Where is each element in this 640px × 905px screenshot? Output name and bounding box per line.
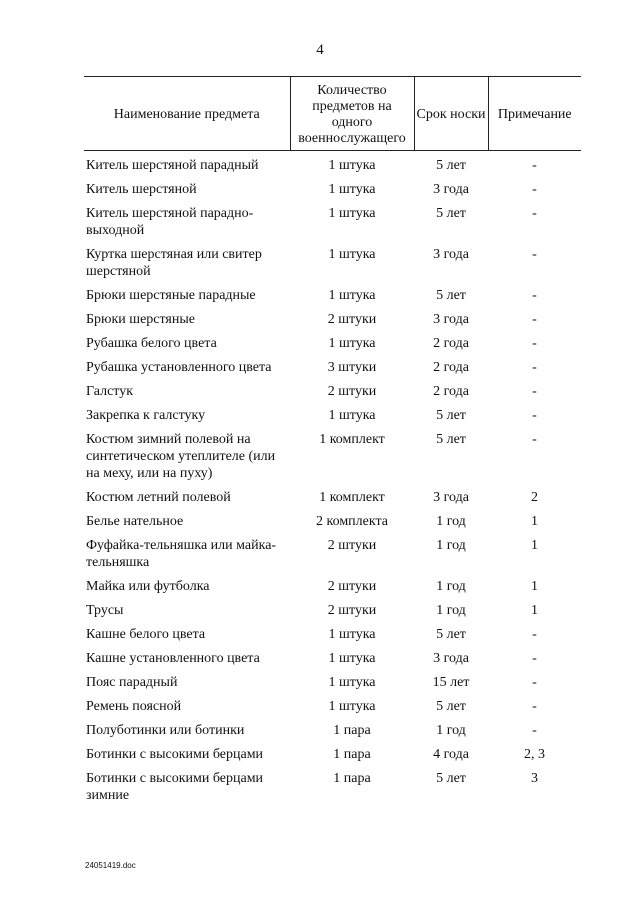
cell-item-name: Костюм летний полевой <box>86 490 231 505</box>
cell-wear-period: 3 года <box>433 182 469 197</box>
table-row <box>84 510 581 534</box>
cell-note: 1 <box>531 603 538 618</box>
table-row <box>84 308 581 332</box>
cell-note: - <box>532 723 537 738</box>
cell-quantity: 1 штука <box>328 247 376 262</box>
header-wear-period: Срок носки <box>414 77 488 151</box>
cell-item-name: Трусы <box>86 603 124 618</box>
table-row <box>84 284 581 308</box>
cell-note: 2, 3 <box>524 747 545 762</box>
cell-wear-period: 2 года <box>433 384 469 399</box>
cell-item-name: Брюки шерстяные <box>86 312 195 327</box>
cell-note: - <box>532 206 537 221</box>
table-row <box>84 178 581 202</box>
header-item-name: Наименование предмета <box>84 77 290 151</box>
cell-wear-period: 3 года <box>433 247 469 262</box>
cell-wear-period: 15 лет <box>432 675 470 690</box>
cell-quantity: 1 штука <box>328 182 376 197</box>
cell-wear-period: 5 лет <box>436 771 466 786</box>
table-row <box>84 332 581 356</box>
cell-item-name: Пояс парадный <box>86 675 178 690</box>
table-row <box>84 671 581 695</box>
cell-item-name: Полуботинки или ботинки <box>86 723 245 738</box>
table-row <box>84 404 581 428</box>
cell-item-name: Куртка шерстяная или свитер шерстяной <box>86 247 262 279</box>
items-table-container <box>84 76 581 808</box>
cell-quantity: 1 штука <box>328 651 376 666</box>
cell-note: - <box>532 336 537 351</box>
cell-quantity: 1 штука <box>328 158 376 173</box>
cell-item-name: Фуфайка-тельняшка или майка-тельняшка <box>86 538 277 570</box>
cell-note: - <box>532 247 537 262</box>
cell-wear-period: 4 года <box>433 747 469 762</box>
table-row <box>84 356 581 380</box>
cell-wear-period: 5 лет <box>436 206 466 221</box>
cell-note: 3 <box>531 771 538 786</box>
cell-note: 1 <box>531 538 538 553</box>
cell-quantity: 3 штуки <box>327 360 377 375</box>
table-row <box>84 743 581 767</box>
cell-wear-period: 5 лет <box>436 408 466 423</box>
cell-quantity: 1 штука <box>328 288 376 303</box>
table-row <box>84 151 581 179</box>
cell-quantity: 1 штука <box>328 206 376 221</box>
cell-quantity: 2 штуки <box>327 579 377 594</box>
cell-note: - <box>532 675 537 690</box>
cell-note: - <box>532 182 537 197</box>
cell-wear-period: 1 год <box>436 538 466 553</box>
cell-wear-period: 3 года <box>433 651 469 666</box>
cell-item-name: Ботинки с высокими берцами <box>86 747 264 762</box>
table-row <box>84 534 581 575</box>
cell-note: - <box>532 158 537 173</box>
cell-quantity: 2 штуки <box>327 384 377 399</box>
table-row <box>84 202 581 243</box>
cell-note: - <box>532 651 537 666</box>
cell-wear-period: 5 лет <box>436 158 466 173</box>
cell-quantity: 1 пара <box>333 747 371 762</box>
cell-note: - <box>532 384 537 399</box>
cell-quantity: 1 комплект <box>319 432 385 447</box>
cell-item-name: Ботинки с высокими берцами зимние <box>86 771 264 803</box>
cell-item-name: Рубашка установленного цвета <box>86 360 272 375</box>
cell-item-name: Брюки шерстяные парадные <box>86 288 256 303</box>
table-row <box>84 243 581 284</box>
cell-item-name: Кашне установленного цвета <box>86 651 260 666</box>
cell-wear-period: 2 года <box>433 336 469 351</box>
cell-quantity: 1 штука <box>328 627 376 642</box>
cell-wear-period: 3 года <box>433 490 469 505</box>
cell-quantity: 1 штука <box>328 336 376 351</box>
cell-note: - <box>532 627 537 642</box>
cell-wear-period: 1 год <box>436 514 466 529</box>
cell-note: - <box>532 360 537 375</box>
table-row <box>84 647 581 671</box>
cell-quantity: 1 пара <box>333 723 371 738</box>
cell-note: 1 <box>531 579 538 594</box>
footer-filename: 24051419.doc <box>85 861 136 870</box>
cell-quantity: 1 комплект <box>319 490 385 505</box>
table-row <box>84 380 581 404</box>
cell-note: - <box>532 432 537 447</box>
table-row <box>84 719 581 743</box>
cell-quantity: 2 комплекта <box>316 514 388 529</box>
table-row <box>84 767 581 808</box>
cell-wear-period: 5 лет <box>436 627 466 642</box>
cell-wear-period: 5 лет <box>436 699 466 714</box>
table-row <box>84 695 581 719</box>
page-number: 4 <box>316 42 324 58</box>
cell-quantity: 1 пара <box>333 771 371 786</box>
cell-note: 2 <box>531 490 538 505</box>
cell-item-name: Китель шерстяной парадно-выходной <box>86 206 254 238</box>
cell-wear-period: 2 года <box>433 360 469 375</box>
cell-quantity: 2 штуки <box>327 603 377 618</box>
cell-item-name: Кашне белого цвета <box>86 627 206 642</box>
cell-item-name: Белье нательное <box>86 514 184 529</box>
cell-wear-period: 5 лет <box>436 432 466 447</box>
table-body <box>84 151 581 809</box>
cell-item-name: Ремень поясной <box>86 699 182 714</box>
cell-wear-period: 1 год <box>436 603 466 618</box>
cell-note: - <box>532 408 537 423</box>
cell-quantity: 1 штука <box>328 699 376 714</box>
cell-item-name: Рубашка белого цвета <box>86 336 217 351</box>
table-row <box>84 599 581 623</box>
table-row <box>84 428 581 486</box>
cell-wear-period: 3 года <box>433 312 469 327</box>
items-table <box>84 76 581 808</box>
cell-quantity: 1 штука <box>328 408 376 423</box>
cell-wear-period: 1 год <box>436 723 466 738</box>
cell-item-name: Закрепка к галстуку <box>86 408 206 423</box>
cell-item-name: Костюм зимний полевой на синтетическом утеплителе (или на меху, или на пуху) <box>86 432 276 481</box>
table-row <box>84 486 581 510</box>
header-note: Примечание <box>488 77 581 151</box>
cell-note: 1 <box>531 514 538 529</box>
cell-wear-period: 1 год <box>436 579 466 594</box>
cell-note: - <box>532 699 537 714</box>
cell-item-name: Китель шерстяной парадный <box>86 158 259 173</box>
cell-note: - <box>532 312 537 327</box>
table-row <box>84 575 581 599</box>
table-row <box>84 623 581 647</box>
cell-quantity: 1 штука <box>328 675 376 690</box>
cell-item-name: Майка или футболка <box>86 579 210 594</box>
table-header-row <box>84 77 581 151</box>
cell-note: - <box>532 288 537 303</box>
cell-quantity: 2 штуки <box>327 538 377 553</box>
cell-quantity: 2 штуки <box>327 312 377 327</box>
cell-item-name: Галстук <box>86 384 134 399</box>
cell-wear-period: 5 лет <box>436 288 466 303</box>
header-quantity: Количество предметов на одного военнослужащего <box>290 77 414 151</box>
cell-item-name: Китель шерстяной <box>86 182 197 197</box>
